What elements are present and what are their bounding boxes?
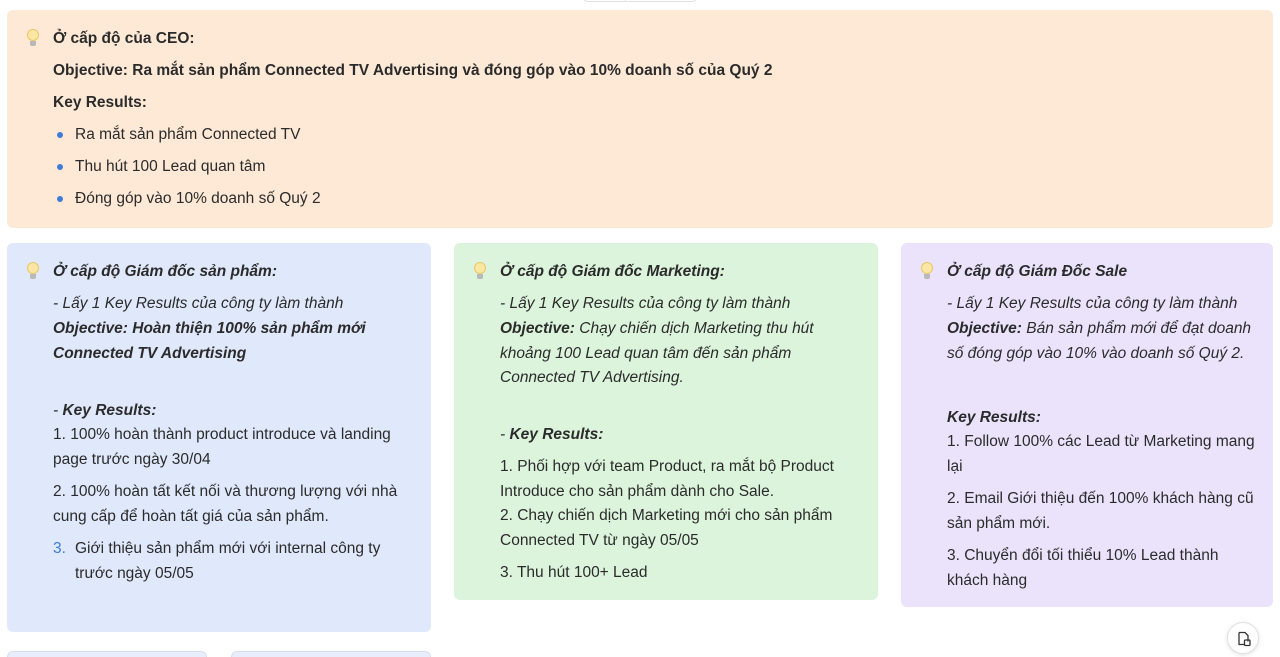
- marketing-intro: - Lấy 1 Key Results của công ty làm thành: [500, 295, 791, 312]
- sale-kr-1-line-1: 1. Follow 100% các Lead từ Marketing mang: [947, 433, 1255, 450]
- bullet-dot: [57, 196, 63, 202]
- ceo-kr-3: Đóng góp vào 10% doanh số Quý 2: [75, 190, 321, 207]
- marketing-kr-line-2: Introduce cho sản phẩm dành cho Sale.: [500, 483, 775, 500]
- product-kr-3-line-2: trước ngày 05/05: [75, 565, 194, 582]
- marketing-key-results-heading: [500, 422, 603, 447]
- ceo-title: Ở cấp độ của CEO:: [53, 30, 195, 47]
- sale-objective-line-2: số đóng góp vào 10% vào doanh số Quý 2.: [947, 345, 1245, 362]
- top-toolbar-tab[interactable]: [582, 0, 698, 2]
- sale-kr-3-line-2: khách hàng: [947, 572, 1028, 589]
- marketing-objective-line-2: khoảng 100 Lead quan tâm đến sản phẩm: [500, 345, 792, 362]
- sale-kr-3-line-1: 3. Chuyển đổi tối thiểu 10% Lead thành: [947, 547, 1219, 564]
- lightbulb-icon: [920, 262, 934, 282]
- marketing-kr-line-1: 1. Phối hợp với team Product, ra mắt bộ Product: [500, 458, 834, 475]
- sale-kr-2-line-2: sản phẩm mới.: [947, 515, 1051, 532]
- next-callout-stub: [231, 651, 431, 657]
- sale-kr-1-line-2: lại: [947, 458, 963, 475]
- sale-objective-text: Bán sản phẩm mới để đạt doanh: [1021, 320, 1252, 337]
- product-objective-line-2: Connected TV Advertising: [53, 345, 247, 362]
- bullet-dot: [57, 132, 63, 138]
- product-title: Ở cấp độ Giám đốc sản phẩm:: [53, 263, 277, 280]
- marketing-objective-line-3: Connected TV Advertising.: [500, 369, 684, 386]
- ceo-objective: Objective: Ra mắt sản phẩm Connected TV Advertising và đóng góp vào 10% doanh số của Quý 2: [53, 62, 773, 79]
- callout-sale-director: [901, 243, 1273, 607]
- product-objective-line-1: Objective: Hoàn thiện 100% sản phẩm mới: [53, 320, 366, 337]
- product-key-results-heading: [53, 398, 156, 423]
- lightbulb-icon: [26, 29, 40, 49]
- product-kr-2-line-1: 2. 100% hoàn tất kết nối và thương lượng với nhà: [53, 483, 398, 500]
- lightbulb-icon: [473, 262, 487, 282]
- ceo-key-results-label: Key Results:: [53, 94, 147, 111]
- marketing-title: Ở cấp độ Giám đốc Marketing:: [500, 263, 725, 280]
- next-callout-stub: [7, 651, 207, 657]
- product-kr-3-line-1: Giới thiệu sản phẩm mới với internal công ty: [75, 540, 381, 557]
- marketing-objective-line-1: [500, 316, 814, 341]
- product-intro: - Lấy 1 Key Results của công ty làm thành: [53, 295, 344, 312]
- marketing-objective-text: Chạy chiến dịch Marketing thu hút: [574, 320, 814, 337]
- product-kr-dash: -: [53, 402, 63, 419]
- marketing-objective-label: Objective:: [500, 320, 575, 337]
- sale-objective-label: Objective:: [947, 320, 1022, 337]
- ceo-kr-1: Ra mắt sản phẩm Connected TV: [75, 126, 301, 143]
- sale-objective-line-1: [947, 316, 1251, 341]
- bullet-dot: [57, 164, 63, 170]
- callout-marketing-director: [454, 243, 878, 600]
- marketing-kr-line-3: 2. Chạy chiến dịch Marketing mới cho sản phẩm: [500, 507, 833, 524]
- sale-key-results-label: Key Results:: [947, 409, 1041, 426]
- marketing-kr-dash: -: [500, 426, 510, 443]
- marketing-kr-label: Key Results:: [509, 426, 604, 443]
- sale-intro: - Lấy 1 Key Results của công ty làm thành: [947, 295, 1238, 312]
- product-kr-1-line-2: page trước ngày 30/04: [53, 451, 211, 468]
- page-icon: [1236, 631, 1252, 647]
- sale-kr-2-line-1: 2. Email Giới thiệu đến 100% khách hàng cũ: [947, 490, 1254, 507]
- lightbulb-icon: [26, 262, 40, 282]
- product-kr-label: Key Results:: [62, 402, 157, 419]
- marketing-kr-line-4: Connected TV từ ngày 05/05: [500, 532, 699, 549]
- ceo-kr-2: Thu hút 100 Lead quan tâm: [75, 158, 266, 175]
- callout-product-director: [7, 243, 431, 632]
- sale-title: Ở cấp độ Giám Đốc Sale: [947, 263, 1128, 280]
- product-kr-1-line-1: 1. 100% hoàn thành product introduce và landing: [53, 426, 391, 443]
- product-kr-2-line-2: cung cấp để hoàn tất giá của sản phẩm.: [53, 508, 329, 525]
- page-action-button[interactable]: [1227, 622, 1259, 654]
- callout-ceo: [7, 10, 1273, 228]
- product-kr-3-number: 3.: [53, 540, 66, 557]
- marketing-kr-3: 3. Thu hút 100+ Lead: [500, 564, 648, 581]
